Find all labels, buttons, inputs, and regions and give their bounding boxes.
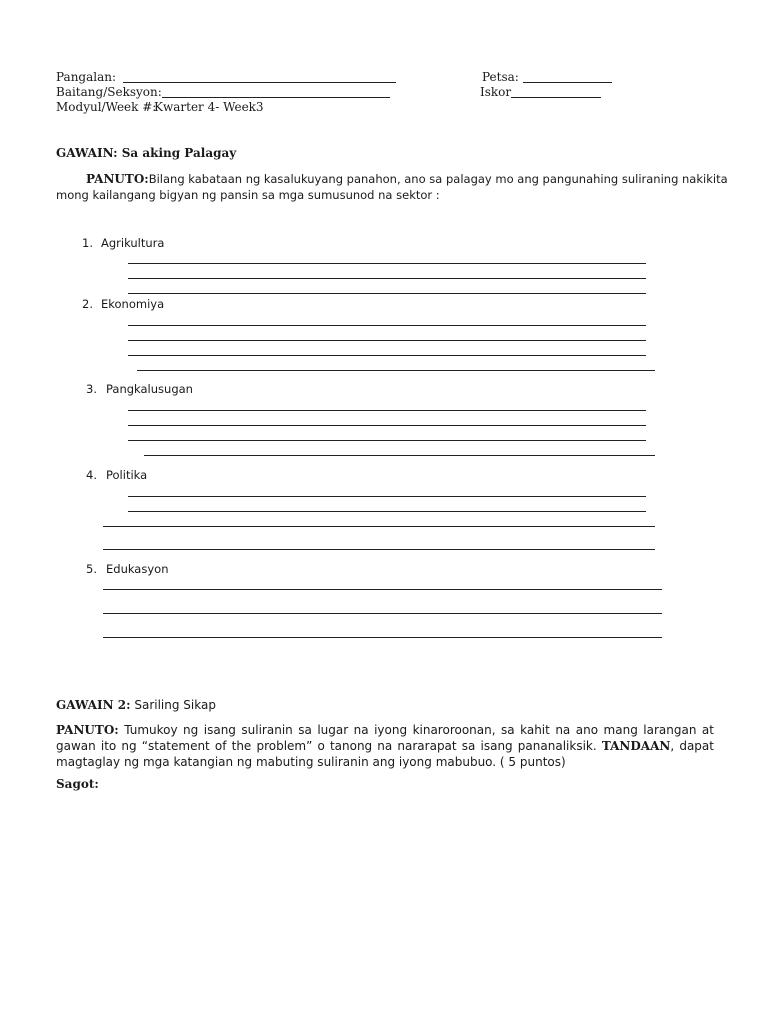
answer-line[interactable] [128,340,646,341]
answer-line[interactable] [103,589,662,590]
gawain2-instructions-line2 [56,739,714,753]
gawain1-instructions-line1 [86,172,728,186]
answer-line[interactable] [137,370,655,371]
gawain2-panuto-text1: Tumukoy ng isang suliranin sa lugar na iyong kinaroroonan, sa kahit na ano mang larangan at [124,723,714,737]
answer-line[interactable] [128,263,646,264]
gawain1-panuto-text: Bilang kabataan ng kasalukuyang panahon, ano sa palagay mo ang pangunahing suliraning nakikita [148,172,728,186]
gawain1-panuto-label: PANUTO: [86,172,149,186]
date-field[interactable] [523,82,612,83]
item-label-ekonomiya: Ekonomiya [101,297,165,311]
gawain1-instructions-line2: mong kailangang bigyan ng pansin sa mga sumusunod na sektor : [56,188,440,202]
answer-line[interactable] [128,496,646,497]
grade-section-field[interactable] [162,97,390,98]
gawain2-title [56,698,216,712]
item-number-3: 3. [86,382,97,396]
answer-line[interactable] [128,440,646,441]
score-label: Iskor [480,85,512,99]
item-number-2: 2. [82,297,93,311]
gawain2-panuto-text2a: gawan ito ng “statement of the problem” o tanong na nararapat sa isang pananaliksik. [56,739,597,753]
name-field[interactable] [123,82,396,83]
item-label-edukasyon: Edukasyon [106,562,169,576]
answer-line[interactable] [128,425,646,426]
module-value: Kwarter 4- Week3 [154,100,264,114]
gawain2-panuto-label: PANUTO: [56,723,119,737]
item-number-1: 1. [82,236,93,250]
gawain1-title: GAWAIN: Sa aking Palagay [56,146,237,160]
answer-label: Sagot: [56,777,99,791]
item-label-pangkalusugan: Pangkalusugan [106,382,193,396]
module-label: Modyul/Week #: [56,100,157,114]
item-label-politika: Politika [106,468,148,482]
answer-line[interactable] [128,511,646,512]
gawain2-panuto-text2b: , dapat [670,739,714,753]
answer-line[interactable] [128,325,646,326]
answer-line[interactable] [103,613,662,614]
tandaan-label: TANDAAN [601,739,671,753]
gawain2-title-bold: GAWAIN 2: [56,698,131,712]
gawain2-instructions-line1 [56,723,714,737]
date-label: Petsa: [482,70,519,84]
gawain2-instructions-line3: magtaglay ng mga katangian ng mabuting suliranin ang iyong mabubuo. ( 5 puntos) [56,755,566,769]
answer-line[interactable] [128,278,646,279]
item-number-4: 4. [86,468,97,482]
gawain2-title-rest: Sariling Sikap [134,698,216,712]
answer-line[interactable] [128,355,646,356]
name-label: Pangalan: [56,70,117,84]
answer-line[interactable] [103,526,655,527]
score-field[interactable] [511,97,601,98]
item-number-5: 5. [86,562,97,576]
answer-line[interactable] [103,549,655,550]
grade-section-label: Baitang/Seksyon: [56,85,162,99]
answer-line[interactable] [144,455,655,456]
answer-line[interactable] [103,637,662,638]
answer-line[interactable] [128,410,646,411]
item-label-agrikultura: Agrikultura [101,236,165,250]
answer-line[interactable] [128,293,646,294]
